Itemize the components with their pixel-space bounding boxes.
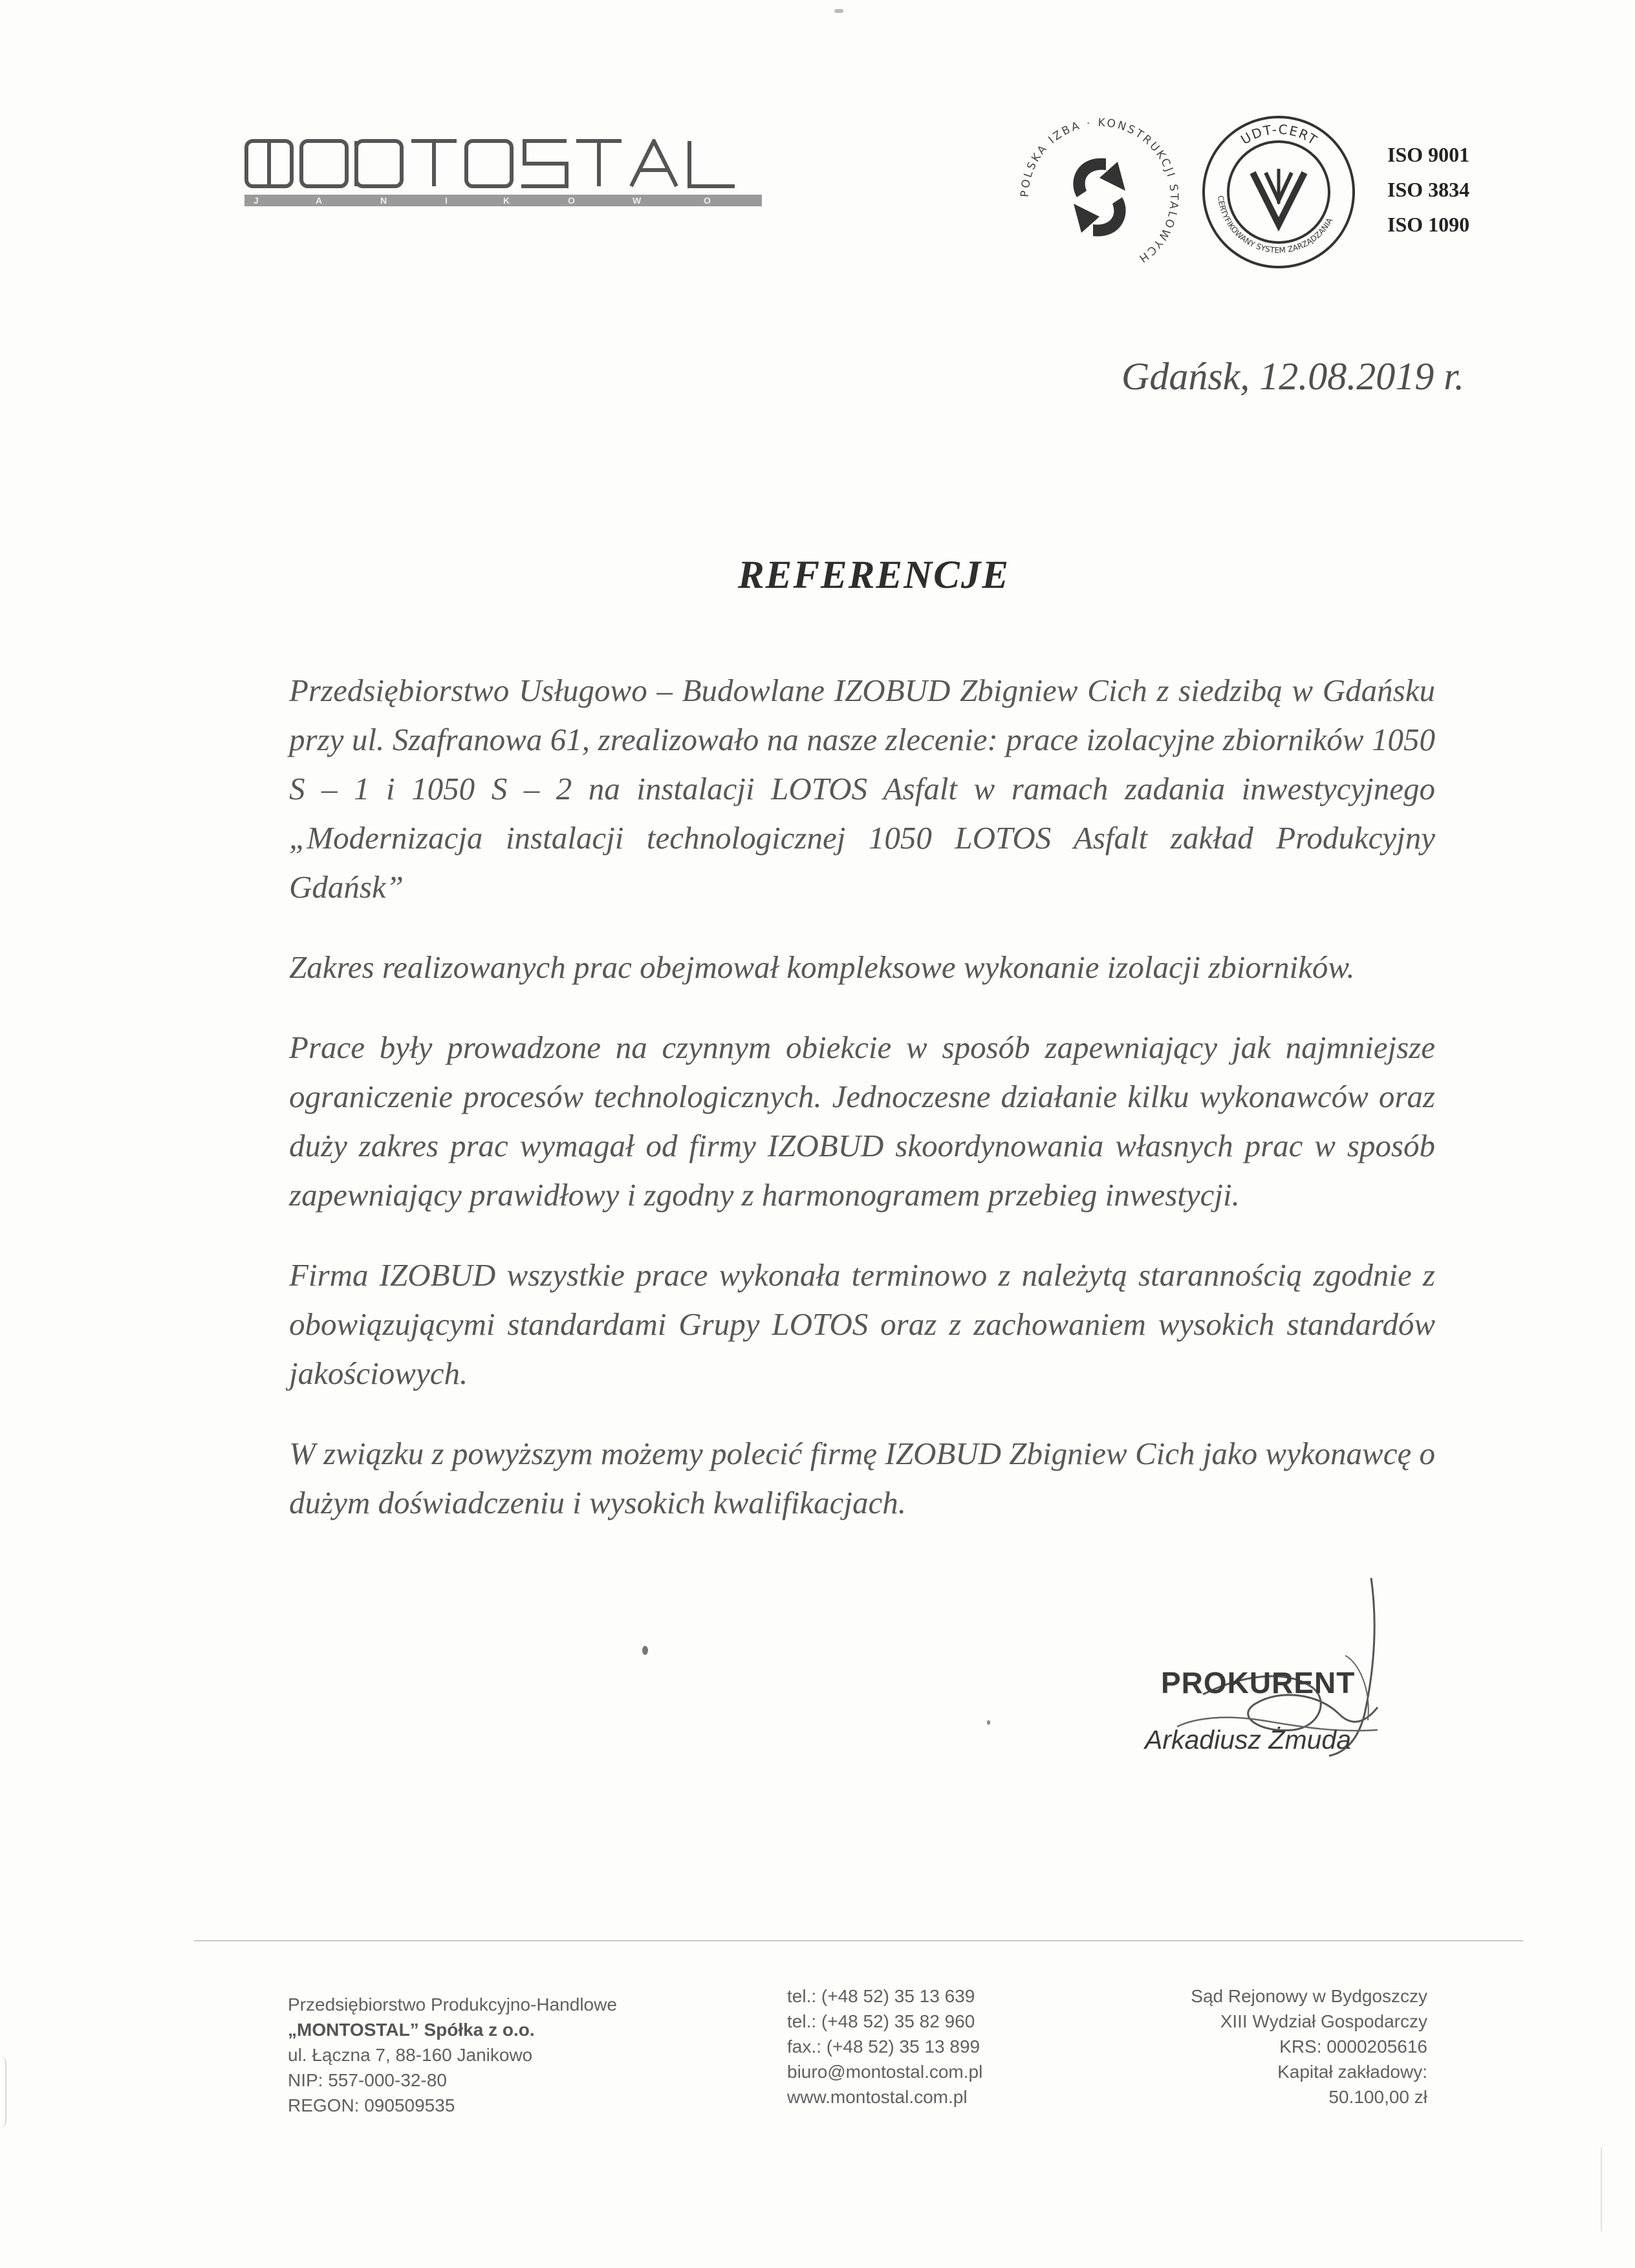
svg-text:O: O xyxy=(704,195,711,206)
body-paragraph: W związku z powyższym możemy polecić firmę IZOBUD Zbigniew Cich jako wykonawcę o dużym doświadczeniu i wysokich kwalifikacjach. xyxy=(289,1436,1435,1520)
stamp-name: Arkadiusz Żmuda xyxy=(1145,1725,1352,1755)
footer-line: Sąd Rejonowy w Bydgoszczy xyxy=(1191,1986,1427,2006)
scan-speck xyxy=(834,9,843,13)
document-title: REFERENCJE xyxy=(738,554,1010,597)
svg-text:K: K xyxy=(503,195,510,206)
udt-cert-mark xyxy=(1200,113,1358,272)
footer-divider xyxy=(194,1940,1523,1941)
footer-line: „MONTOSTAL” Spółka z o.o. xyxy=(288,2020,535,2040)
svg-text:A: A xyxy=(316,195,323,206)
footer-line: NIP: 557-000-32-80 xyxy=(288,2070,447,2090)
svg-text:J: J xyxy=(254,195,259,206)
footer-line: REGON: 090509535 xyxy=(288,2095,455,2115)
body-paragraph: Prace były prowadzone na czynnym obiekcie w sposób zapewniający jak najmniejsze ograniczenie procesów technologicznych. Jednoczesne działanie kilku wykonawców oraz duży zakres prac wymagał od firmy IZOBUD skoordynowania własnych prac w sposób zapewniający prawidłowy i zgodny z harmonogramem przebieg inwestycji. xyxy=(289,1030,1435,1213)
pisk-certification-mark xyxy=(1009,107,1190,288)
montostal-logo xyxy=(244,139,762,217)
scan-edge-mark xyxy=(1601,2147,1602,2231)
footer-line: XIII Wydział Gospodarczy xyxy=(1220,2011,1427,2031)
footer-line: ul. Łączna 7, 88-160 Janikowo xyxy=(288,2045,533,2065)
letter-body xyxy=(289,666,1435,1559)
iso-certificate: ISO 9001 xyxy=(1387,143,1470,166)
footer-line: KRS: 0000205616 xyxy=(1279,2036,1427,2057)
footer-website: www.montostal.com.pl xyxy=(787,2087,968,2107)
scan-edge-mark xyxy=(0,2057,6,2128)
iso-certificates xyxy=(1387,137,1469,242)
scan-speck xyxy=(987,1720,990,1725)
footer-line: fax.: (+48 52) 35 13 899 xyxy=(787,2036,980,2057)
footer-line: Przedsiębiorstwo Produkcyjno-Handlowe xyxy=(288,1994,617,2014)
document-date: Gdańsk, 12.08.2019 r. xyxy=(1121,355,1465,398)
svg-text:W: W xyxy=(633,195,642,206)
footer-contact-info xyxy=(787,1983,982,2110)
montostal-logo-graphic xyxy=(244,139,762,217)
svg-text:POLSKA IZBA · KONSTRUKCJI STAL: POLSKA IZBA · KONSTRUKCJI STALOWYCH xyxy=(1018,116,1181,266)
iso-certificate: ISO 1090 xyxy=(1387,213,1470,236)
body-paragraph: Zakres realizowanych prac obejmował kompleksowe wykonanie izolacji zbiorników. xyxy=(289,949,1355,985)
footer-line: 50.100,00 zł xyxy=(1328,2087,1427,2107)
iso-certificate: ISO 3834 xyxy=(1387,178,1470,201)
footer-line: tel.: (+48 52) 35 13 639 xyxy=(787,1986,975,2006)
svg-text:CERTYFIKOWANY SYSTEM ZARZĄDZAN: CERTYFIKOWANY SYSTEM ZARZĄDZANIA xyxy=(1216,195,1335,255)
svg-text:UDT-CERT: UDT-CERT xyxy=(1238,121,1321,149)
scan-speck xyxy=(642,1646,648,1655)
svg-text:I: I xyxy=(445,195,448,206)
body-paragraph: Firma IZOBUD wszystkie prace wykonała terminowo z należytą starannością zgodnie z obowiązującymi standardami Grupy LOTOS oraz z zachowaniem wysokich standardów jakościowych. xyxy=(289,1257,1435,1391)
footer-email: biuro@montostal.com.pl xyxy=(787,2062,983,2082)
body-paragraph: Przedsiębiorstwo Usługowo – Budowlane IZOBUD Zbigniew Cich z siedzibą w Gdańsku przy ul. Szafranowa 61, zrealizowało na nasze zlecenie: prace izolacyjne zbiorników 1050 S – 1 i 1050 S – 2 na instalacji LOTOS Asfalt w ramach zadania inwestycyjnego „Modernizacja instalacji technologicznej 1050 LOTOS Asfalt zakład Produkcyjny Gdańsk” xyxy=(289,673,1435,905)
footer-line: tel.: (+48 52) 35 82 960 xyxy=(787,2011,975,2031)
svg-text:N: N xyxy=(380,195,387,206)
stamp-role: PROKURENT xyxy=(1161,1666,1356,1700)
footer-registry-info xyxy=(1167,1983,1427,2110)
footer-company-info xyxy=(288,1992,617,2118)
footer-line: Kapitał zakładowy: xyxy=(1277,2062,1427,2082)
svg-text:O: O xyxy=(568,195,575,206)
